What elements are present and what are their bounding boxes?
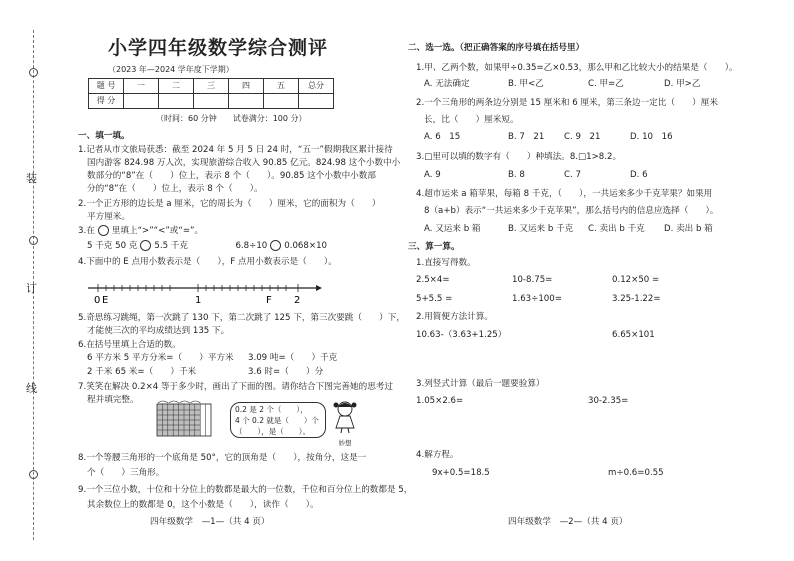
compare-circle-2[interactable]	[270, 240, 281, 251]
question-6-item: 6 平方米 5 平方分米=（ ）平方米	[87, 353, 234, 363]
thought-bubble	[230, 402, 326, 438]
question-9-line: 9.一个三位小数，十位和十分位上的数都是最大的一位数，千位和百分位上的数都是 5，	[78, 485, 413, 495]
score-header-cell: 题 号	[89, 79, 124, 94]
binding-hole-icon	[29, 68, 38, 77]
choice-option[interactable]: B. 又运来 b 千克	[508, 224, 574, 234]
calc-item: 2.5×4=	[416, 275, 450, 285]
choice-option[interactable]: D. 甲>乙	[664, 79, 701, 89]
bubble-line-3: （ ），是（ ）。	[235, 426, 310, 436]
circle-blank-icon	[98, 225, 109, 236]
number-line-label-e: E	[102, 295, 109, 306]
choice-option[interactable]: B. 8	[508, 170, 525, 180]
choice-option[interactable]: B. 甲<乙	[508, 79, 544, 89]
compare-right-1: 5.5 千克	[154, 241, 188, 251]
choice-option[interactable]: B. 7 21	[508, 132, 545, 142]
girl-cartoon-icon	[330, 400, 360, 448]
calc-part-3-heading: 3.列竖式计算（最后一题要验算）	[416, 379, 545, 389]
question-1-line: 数部分的“8”在（ ）位上，表示 8 个（ ）。90.85 这个小数中小数部	[87, 171, 376, 181]
number-line	[84, 282, 324, 306]
calc-part-2-heading: 2.用简便方法计算。	[416, 312, 493, 322]
score-header-cell: 二	[159, 79, 194, 94]
section-1-heading: 一、填一填。	[78, 131, 130, 141]
girl-cartoon-label: 妙想	[338, 439, 352, 448]
margin-char-xian: 线	[26, 382, 37, 395]
number-line-label-1: 1	[195, 295, 202, 306]
question-9-line: 其余数位上的数都是 0，这个小数是（ ），读作（ ）。	[87, 500, 319, 510]
question-2-line: 平方厘米。	[87, 212, 130, 222]
number-line-svg	[84, 282, 324, 306]
question-3-line	[78, 225, 203, 238]
choice-question-2: 长，比（ ）厘米短。	[424, 115, 519, 125]
number-line-label-f: F	[266, 295, 272, 306]
question-5-line: 5.奇思练习跳绳，第一次跳了 130 下，第二次跳了 125 下，第三次要跳（ ）下，	[78, 313, 405, 323]
left-page	[78, 0, 413, 561]
calc-item: 10-8.75=	[512, 275, 553, 285]
question-4-line: 4.下面中的 E 点用小数表示是（ ），F 点用小数表示是（ ）。	[78, 257, 337, 267]
hatched-grid-figure	[156, 398, 214, 438]
section-3-heading: 三、算一算。	[408, 242, 460, 252]
hatched-grid-svg	[156, 398, 214, 438]
score-cell[interactable]	[194, 94, 229, 109]
choice-option[interactable]: D. 10 16	[630, 132, 673, 142]
page-2-footer: 四年级数学 —2—（共 4 页）	[508, 517, 628, 527]
compare-left-1: 5 千克 50 克	[87, 241, 138, 251]
score-header-cell: 四	[229, 79, 264, 94]
score-header-cell: 三	[194, 79, 229, 94]
question-6-item: 3.6 时=（ ）分	[248, 367, 324, 377]
question-6-item: 3.09 吨=（ ）千克	[248, 353, 338, 363]
calc-item: 1.05×2.6=	[416, 396, 464, 406]
score-header-cell: 总分	[299, 79, 334, 94]
equation-item: 9x+0.5=18.5	[432, 468, 490, 478]
question-1-line: 国内游客 824.98 万人次，实现旅游综合收入 90.85 亿元。824.98 这个小数中小	[87, 158, 401, 168]
score-cell[interactable]	[124, 94, 159, 109]
girl-cartoon-svg	[330, 400, 360, 434]
question-8-line: 8.一个等腰三角形的一个底角是 50°，它的顶角是（ ），按角分，这是一	[78, 453, 367, 463]
page-1-footer: 四年级数学 —1—（共 4 页）	[150, 517, 270, 527]
calc-item: 0.12×50 =	[612, 275, 660, 285]
choice-option[interactable]: A. 无法确定	[424, 79, 470, 89]
question-7-line: 7.笑笑在解决 0.2×4 等于多少时，画出了下面的图。请你结合下图完善她的思考过	[78, 382, 393, 392]
calc-item: 1.63÷100=	[512, 294, 562, 304]
choice-option[interactable]: C. 甲=乙	[588, 79, 624, 89]
question-3-items	[87, 240, 327, 253]
calc-item: 5+5.5 =	[416, 294, 453, 304]
bubble-line-1: 0.2 是 2 个（ ），	[235, 405, 308, 414]
score-cell[interactable]	[159, 94, 194, 109]
score-table	[88, 78, 334, 109]
score-header-cell: 五	[264, 79, 299, 94]
calc-item: 10.63-（3.63+1.25）	[416, 330, 507, 340]
question-2-line: 2.一个正方形的边长是 a 厘米，它的周长为（ ）厘米，它的面积为（ ）	[78, 199, 381, 209]
compare-right-2: 0.068×10	[284, 241, 328, 251]
equation-item: m÷0.6=0.55	[608, 468, 664, 478]
exam-subtitle: （2023 年—2024 学年度下学期）	[108, 65, 234, 74]
section-2-heading: 二、选一选。（把正确答案的序号填在括号里）	[408, 43, 585, 53]
choice-option[interactable]: D. 6	[630, 170, 648, 180]
score-cell[interactable]	[299, 94, 334, 109]
calc-part-4-heading: 4.解方程。	[416, 450, 459, 460]
binding-hole-icon	[29, 470, 38, 479]
choice-option[interactable]: A. 6 15	[424, 132, 461, 142]
time-info: （时间：60 分钟 试卷满分：100 分）	[156, 114, 307, 123]
choice-option[interactable]: A. 9	[424, 170, 441, 180]
calc-item: 3.25-1.22=	[612, 294, 661, 304]
right-page	[408, 0, 758, 561]
score-cell[interactable]	[264, 94, 299, 109]
compare-left-2: 6.8÷10	[235, 241, 268, 251]
score-cell[interactable]	[229, 94, 264, 109]
question-8-line: 个（ ）三角形。	[87, 468, 165, 478]
score-header-cell: 一	[124, 79, 159, 94]
choice-question-2: 2.一个三角形的两条边分别是 15 厘米和 6 厘米，第三条边一定比（ ）厘米	[416, 98, 718, 108]
choice-question-1: 1.甲、乙两个数，如果甲÷0.35=乙×0.53，那么甲和乙比较大小的结果是（ ）。	[416, 63, 738, 73]
question-5-line: 才能使三次的平均成绩达到 135 下。	[87, 326, 230, 336]
question-7-line: 程并填完整。	[87, 395, 139, 405]
compare-circle-1[interactable]	[140, 240, 151, 251]
choice-option[interactable]: D. 卖出 b 箱	[664, 224, 713, 234]
choice-option[interactable]: A. 又运来 b 箱	[424, 224, 481, 234]
question-6-line: 6.在括号里填上合适的数。	[78, 340, 181, 350]
calc-part-1-heading: 1.直接写得数。	[416, 258, 476, 268]
margin-char-zhuang: 装	[26, 172, 37, 185]
choice-option[interactable]: C. 卖出 b 千克	[588, 224, 645, 234]
number-line-label-2: 2	[294, 295, 301, 306]
choice-question-3: 3.□里可以填的数字有（ ）种填法。8.□1>8.2。	[416, 152, 622, 162]
choice-option[interactable]: C. 7	[564, 170, 581, 180]
bubble-line-2: 4 个 0.2 就是（ ）个	[235, 415, 319, 425]
score-row-label: 得 分	[89, 94, 124, 109]
question-6-item: 2 千米 65 米=（ ）千米	[87, 367, 197, 377]
calc-item: 30-2.35=	[588, 396, 629, 406]
choice-option[interactable]: C. 9 21	[564, 132, 601, 142]
margin-char-ding: 订	[26, 282, 37, 295]
question-1-line: 分的“8”在（ ）位上，表示 8 个（ ）。	[87, 184, 263, 194]
question-3-prefix: 3.在	[78, 226, 95, 236]
question-3-instruction: 里填上“>”“<”或“=”。	[111, 226, 204, 236]
binding-margin	[0, 0, 48, 561]
question-1-line: 1.记者从市文旅局获悉：截至 2024 年 5 月 5 日 24 时，“五一”假期我区累计接待	[78, 145, 393, 155]
choice-question-4: 4.超市运来 a 箱苹果，每箱 8 千克，（ ），一共运来多少千克苹果？如果用	[416, 189, 713, 199]
calc-item: 6.65×101	[612, 330, 655, 340]
choice-question-4: 8（a+b）表示“一共运来多少千克苹果”，那么括号内的信息应选择（ ）。	[424, 206, 719, 216]
binding-hole-icon	[29, 236, 38, 245]
number-line-label-0: 0	[94, 295, 101, 306]
exam-title: 小学四年级数学综合测评	[108, 37, 329, 59]
